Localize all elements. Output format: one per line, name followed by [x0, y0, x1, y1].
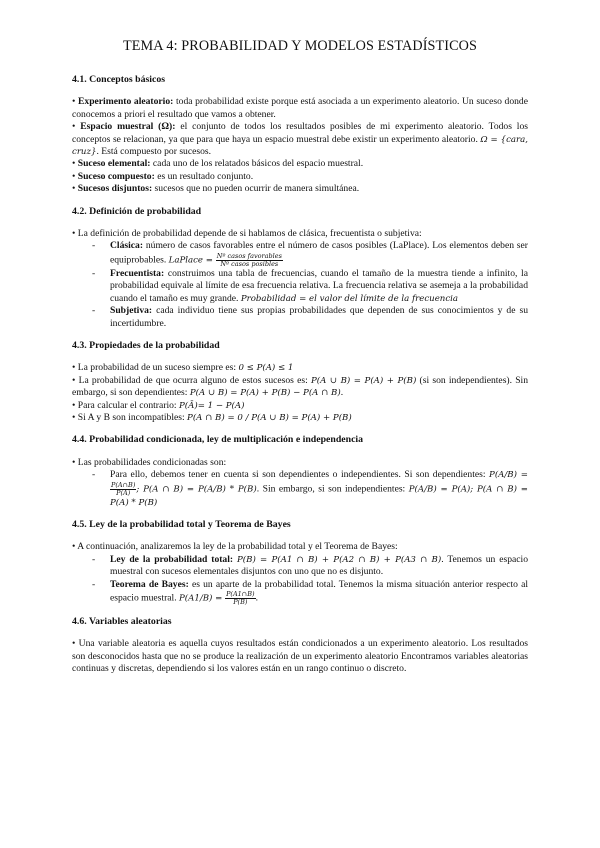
text: . Tenemos un espacio muestral con sucesos elementales disjuntos con uno que no es disjunto.: [110, 553, 529, 578]
numerator: P(A∩B): [111, 480, 136, 489]
formula: P(A/B) =: [489, 470, 528, 481]
document-title: TEMA 4: PROBABILIDAD Y MODELOS ESTADÍSTICOS: [122, 38, 478, 54]
term: Suceso elemental:: [77, 158, 151, 170]
text: es un aparte de la probabilidad total. Tenemos la misma situación anterior respecto al espacio muestral.: [110, 578, 528, 604]
list-item-teorema-bayes: - Teorema de Bayes: es un aparte de la probabilidad total. Tenemos la misma situación anterior respecto al espacio muestral. P(A1/B) = $\frac{P(A1\cap B)}{P(B)}$ .: [92, 578, 528, 606]
text: sucesos que no pueden ocurrir de manera simultánea.: [154, 183, 360, 195]
list-item-probabilidad-total: [92, 554, 528, 579]
section-heading: 4.5. Ley de la probabilidad total y Teorema de Bayes: [72, 518, 291, 530]
dash: -: [92, 305, 96, 317]
section-conceptos-basicos: [72, 74, 528, 196]
text: número de casos favorables entre el número de casos posibles (LaPlace). Los elementos deben ser equiprobables.: [110, 240, 528, 266]
formula: P(A ∩ B) = 0 / P(A ∪ B) = P(A) + P(B): [187, 412, 352, 423]
text: Para calcular el contrario:: [77, 399, 177, 411]
paragraph-incompatibles: • Si A y B son incompatibles: P(A ∩ B) = 0 / P(A ∪ B) = P(A) + P(B): [72, 411, 352, 423]
fraction: [110, 482, 136, 497]
section-heading: 4.3. Propiedades de la probabilidad: [72, 339, 220, 351]
text: el conjunto de todos los resultados posibles de mi experimento aleatorio. Todos los conceptos se relacionan, ya que para que haya un espacio muestral debe existir un experimento aleatorio.: [72, 121, 528, 145]
text: La probabilidad de un suceso siempre es:: [77, 362, 237, 374]
formula: LaPlace =: [168, 255, 216, 266]
formula: Probabilidad = el valor del límite de la frecuencia: [240, 293, 459, 304]
list-item-subjetiva: [92, 305, 528, 330]
formula: P(Ā)= 1 − P(A): [179, 400, 245, 411]
paragraph-intro: • Las probabilidades condicionadas son:: [72, 456, 227, 468]
dash: -: [92, 578, 96, 590]
paragraph-contrario: • Para calcular el contrario: P(Ā)= 1 − P(A): [72, 399, 245, 411]
fraction: [225, 591, 256, 606]
text: . Sin embargo, si son independientes:: [256, 483, 406, 495]
text: es un resultado conjunto.: [157, 170, 254, 182]
term: Subjetiva:: [110, 305, 153, 317]
paragraph-espacio-muestral: • Espacio muestral (Ω): el conjunto de todos los resultados posibles de mi experimento aleatorio. Todos los conceptos se relacionan, ya que para que haya un espacio muestral debe existir un experimento aleatorio. Ω = {cara, cruz}. Está compuesto por sucesos.: [72, 121, 528, 158]
term: Frecuentista:: [110, 267, 165, 279]
term: Sucesos disjuntos:: [77, 183, 153, 195]
section-heading: 4.2. Definición de probabilidad: [72, 205, 202, 217]
denominator: P(B): [233, 598, 248, 606]
section-heading: 4.1. Conceptos básicos: [72, 74, 166, 85]
text: . Está compuesto por sucesos.: [96, 146, 212, 158]
section-heading: 4.6. Variables aleatorias: [72, 616, 172, 627]
paragraph-sucesos-disjuntos: • Sucesos disjuntos: sucesos que no pueden ocurrir de manera simultánea.: [72, 183, 360, 195]
term: Suceso compuesto:: [77, 170, 155, 182]
section-condicionada: [72, 434, 528, 509]
paragraph-variable-aleatoria: • Una variable aleatoria es aquella cuyos resultados están condicionados a un experimento aleatorio. Los resultados son desconocidos hasta que no se produce la realización de un experimento aleatorio Encontramos variables aleatorias continuas y discretas, dependiendo si los valores están en un rango continuo o discreto.: [72, 638, 528, 675]
denominator: P(A): [116, 488, 131, 497]
formula: P(A ∪ B) = P(A) + P(B): [310, 375, 417, 386]
formula: P(B) = P(A1 ∩ B) + P(A2 ∩ B) + P(A3 ∩ B): [237, 554, 442, 565]
dash: -: [92, 240, 96, 252]
numerator: Nº casos favorables: [216, 251, 282, 260]
text: construimos una tabla de frecuencias, cuando el tamaño de la muestra tiende a infinito, la probabilidad equivale al límite de esa frecuencia relativa. La frecuencia relativa se asemeja a la probabilidad cuando el tamaño es muy grande.: [110, 267, 528, 304]
numerator: P(A1∩B): [226, 590, 255, 598]
formula: ; P(A ∩ B) = P(A/B) * P(B): [136, 484, 257, 495]
section-heading: 4.4. Probabilidad condicionada, ley de multiplicación e independencia: [72, 434, 364, 446]
paragraph-suceso-elemental: • Suceso elemental: cada uno de los relatados básicos del espacio muestral.: [72, 158, 364, 170]
text: Las probabilidades condicionadas son:: [77, 456, 227, 468]
term: Ley de la probabilidad total:: [110, 553, 234, 565]
dash: -: [92, 267, 96, 279]
term: Espacio muestral (Ω):: [80, 121, 176, 133]
term: Teorema de Bayes:: [110, 578, 189, 590]
paragraph-experimento: • Experimento aleatorio: toda probabilidad existe porque está asociada a un experimento aleatorio. Un suceso donde conocemos a priori el resultado que vamos a obtener.: [72, 96, 528, 120]
section-propiedades: [72, 340, 528, 424]
text: toda probabilidad existe porque está asociada a un experimento aleatorio. Un suceso donde conocemos a priori el resultado que vamos a obtener.: [72, 96, 528, 120]
formula: P(A1/B) =: [179, 593, 226, 604]
formula: Ω = {cara, cruz}: [72, 134, 528, 158]
paragraph-intro: • A continuación, analizaremos la ley de la probabilidad total y el Teorema de Bayes:: [72, 541, 398, 553]
text: cada uno de los relatados básicos del espacio muestral.: [152, 158, 364, 170]
list-item-clasica: [92, 240, 528, 267]
text: La probabilidad de que ocurra alguno de estos sucesos es:: [78, 374, 308, 386]
text: Una variable aleatoria es aquella cuyos resultados están condicionados a un experimento aleatorio. Los resultados son desconocidos hasta que no se produce la realización de un experimento aleatorio Encontramos variables aleatorias continuas y discretas, dependiendo si los valores están en un rango continuo o discreto.: [72, 638, 528, 675]
paragraph-union: • La probabilidad de que ocurra alguno de estos sucesos es: P(A ∪ B) = P(A) + P(B) (si son independientes). Sin embargo, si son dependientes: P(A ∪ B) = P(A) + P(B) − P(A ∩ B).: [72, 374, 529, 399]
formula: 0 ≤ P(A) ≤ 1: [238, 363, 294, 374]
paragraph-intro: • La definición de probabilidad depende de si hablamos de clásica, frecuentista o subjetiva:: [72, 228, 422, 240]
formula: P(A ∪ B) = P(A) + P(B) − P(A ∩ B): [189, 388, 341, 399]
section-definicion: [72, 206, 528, 330]
denominator: Nº casos posibles: [220, 259, 279, 268]
paragraph-rango: • La probabilidad de un suceso siempre es: 0 ≤ P(A) ≤ 1: [72, 362, 294, 374]
fraction: [216, 253, 283, 268]
text: cada individuo tiene sus propias probabilidades que dependen de sus conocimientos y de su incertidumbre.: [110, 305, 528, 329]
section-bayes: [72, 519, 528, 606]
text: A continuación, analizaremos la ley de la probabilidad total y el Teorema de Bayes:: [77, 541, 398, 553]
term: Experimento aleatorio:: [78, 96, 174, 108]
formula: P(A/B) = P(A); P(A ∩ B) = P(A) * P(B): [110, 484, 529, 508]
text: Si A y B son incompatibles:: [77, 411, 185, 423]
term: Clásica:: [110, 240, 144, 252]
section-variables: [72, 616, 528, 676]
text: (si son independientes). Sin embargo, si son dependientes:: [72, 374, 529, 399]
text: La definición de probabilidad depende de si hablamos de clásica, frecuentista o subjetiva:: [77, 228, 422, 240]
paragraph-suceso-compuesto: • Suceso compuesto: es un resultado conjunto.: [72, 170, 254, 182]
dash: -: [92, 553, 96, 565]
dash: -: [92, 469, 96, 481]
text: Para ello, debemos tener en cuenta si son dependientes o independientes. Si son dependientes:: [110, 469, 486, 481]
list-item-dependientes: [92, 469, 528, 509]
list-item-frecuentista: [92, 268, 528, 305]
